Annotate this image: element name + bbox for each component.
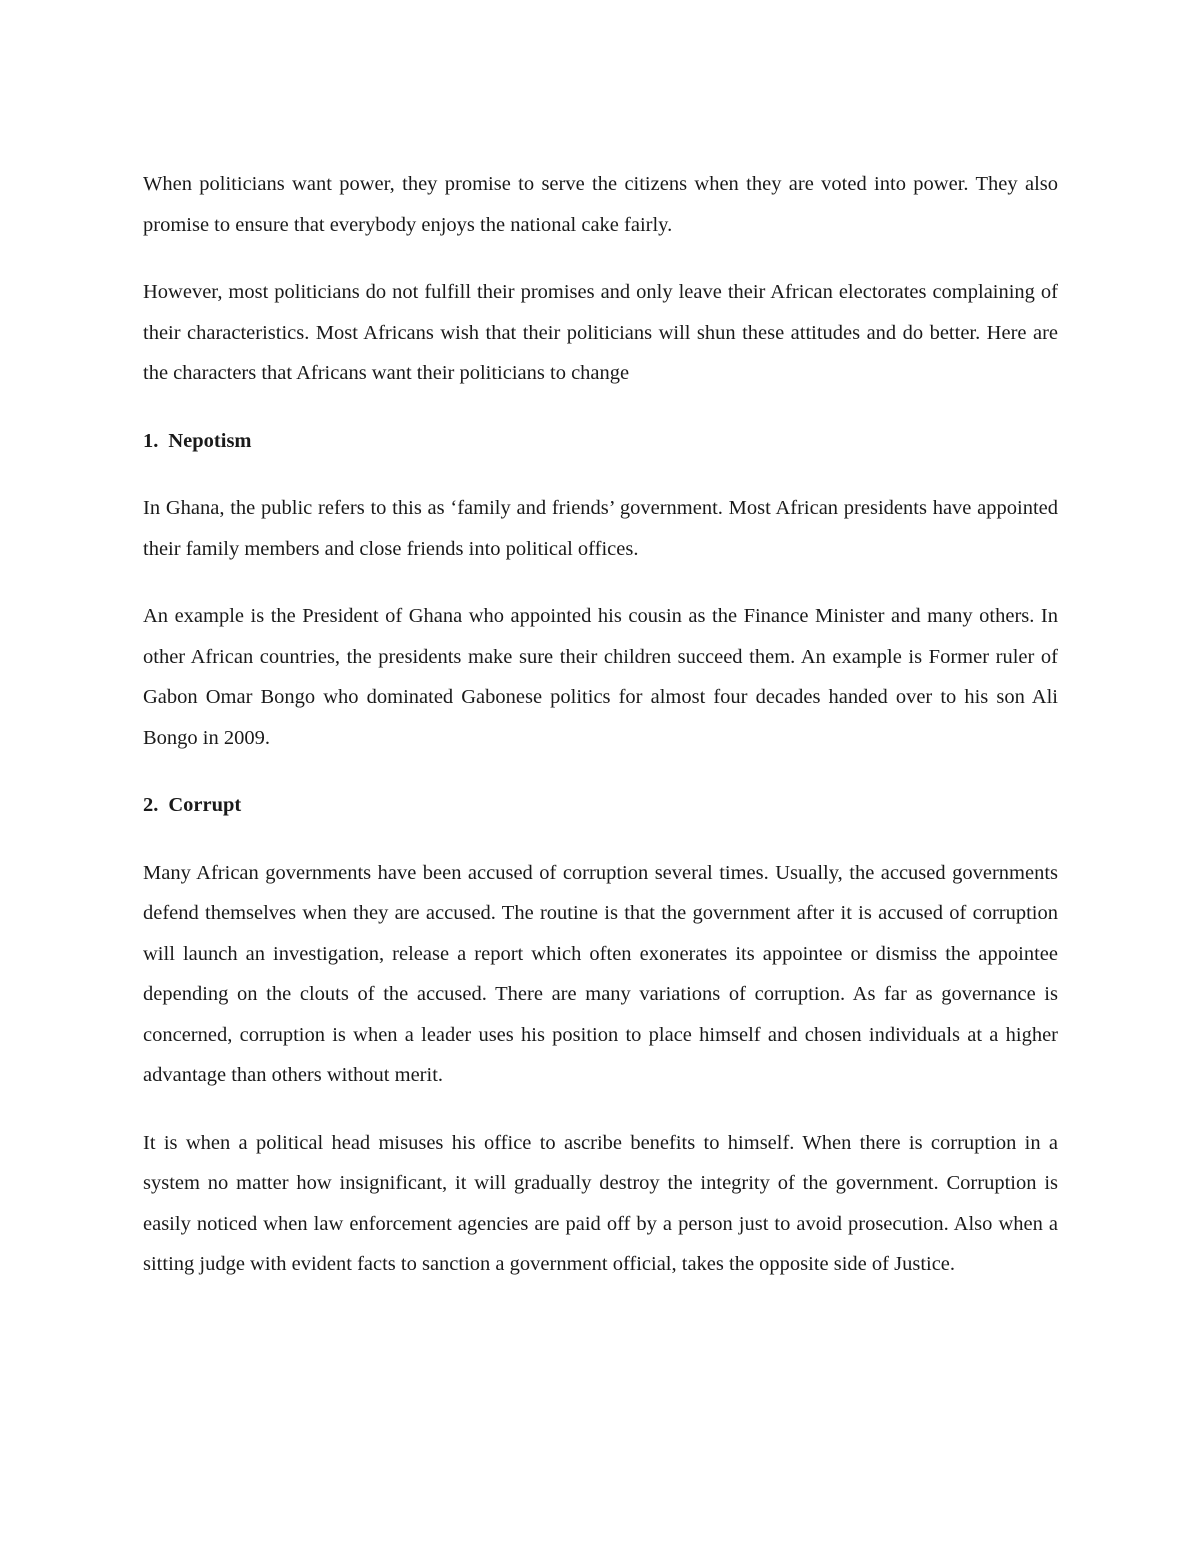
corrupt-paragraph-1: Many African governments have been accused of corruption several times. Usually, the accused governments defend themselves when they are accused. The routine is that the government after it is accused of corruption will launch an investigation, release a report which often exonerates its appointee or dismiss the appointee depending on the clouts of the accused. There are many variations of corruption. As far as governance is concerned, corruption is when a leader uses his position to place himself and chosen individuals at a higher advantage than others without merit. [143,861,1058,1086]
section-heading-corrupt [143,785,1058,826]
nepotism-paragraph-2: An example is the President of Ghana who appointed his cousin as the Finance Minister and many others. In other African countries, the presidents make sure their children succeed them. An example is Former ruler of Gabon Omar Bongo who dominated Gabonese politics for almost four decades handed over to his son Ali Bongo in 2009. [143,605,1058,749]
corrupt-paragraph-2: It is when a political head misuses his office to ascribe benefits to himself. When there is corruption in a system no matter how insignificant, it will gradually destroy the integrity of the government. Corruption is easily noticed when law enforcement agencies are paid off by a person just to avoid prosecution. Also when a sitting judge with evident facts to sanction a government official, takes the opposite side of Justice. [143,1131,1058,1275]
section-number: 2. [143,794,159,816]
intro-paragraph-1: When politicians want power, they promise to serve the citizens when they are voted into power. They also promise to ensure that everybody enjoys the national cake fairly. [143,173,1058,236]
section-number: 1. [143,429,159,452]
section-heading-nepotism [143,421,1058,462]
document-page [143,164,1058,1312]
section-title: Nepotism [168,429,252,452]
intro-paragraph-2: However, most politicians do not fulfill their promises and only leave their African electorates complaining of their characteristics. Most Africans wish that their politicians will shun these attitudes and do better. Here are the characters that Africans want their politicians to change [143,281,1058,384]
nepotism-paragraph-1: In Ghana, the public refers to this as ‘family and friends’ government. Most African presidents have appointed their family members and close friends into political offices. [143,497,1058,560]
section-title: Corrupt [168,794,242,816]
